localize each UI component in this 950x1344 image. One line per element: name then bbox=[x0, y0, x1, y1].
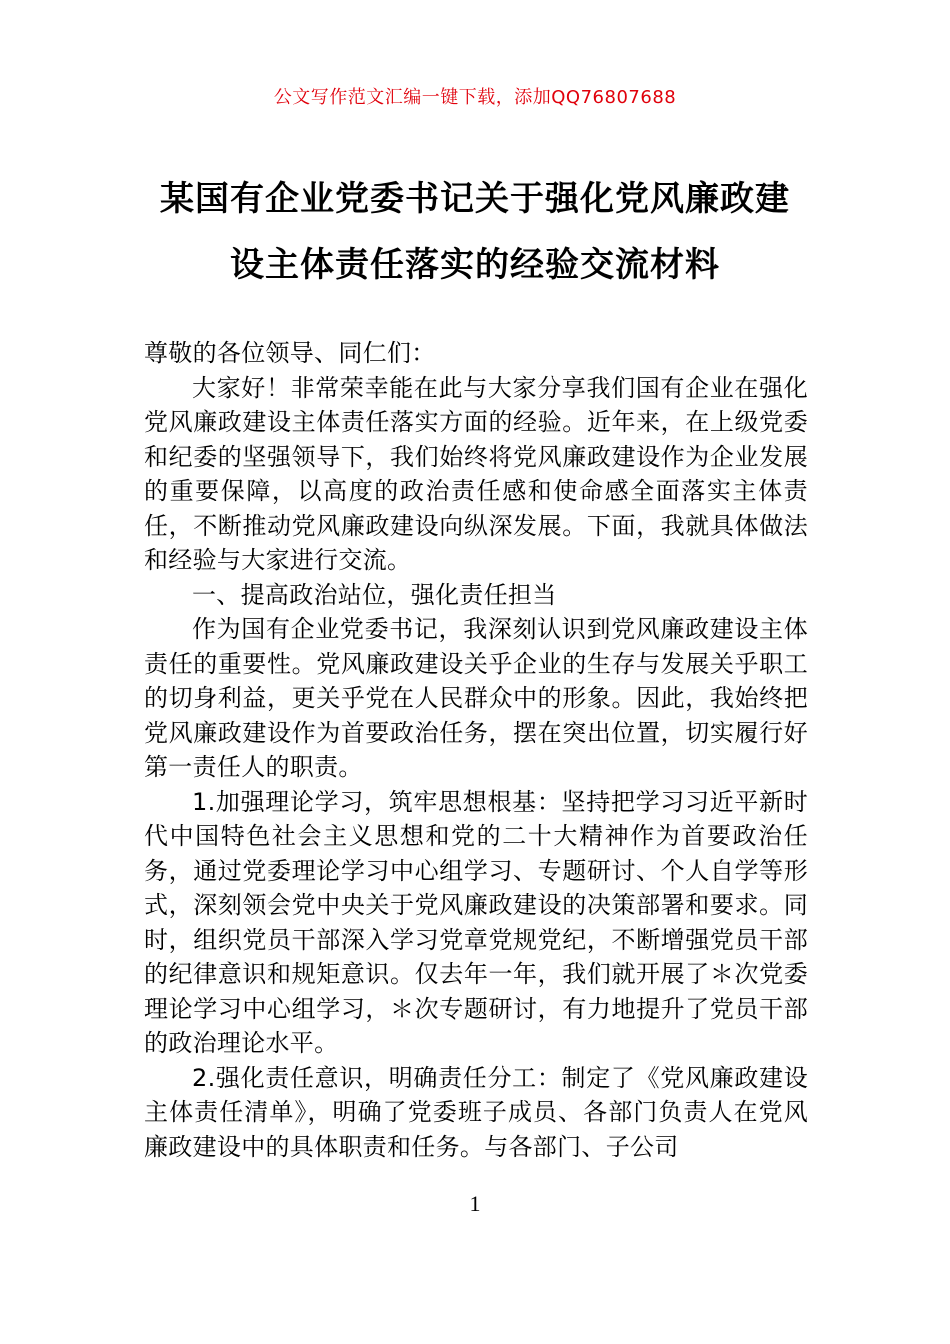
document-body bbox=[144, 336, 808, 1164]
paragraph-political-stance: 作为国有企业党委书记，我深刻认识到党风廉政建设主体责任的重要性。党风廉政建设关乎企业的生存与发展关乎职工的切身利益，更关乎党在人民群众中的形象。因此，我始终把党风廉政建设作为首要政治任务，摆在突出位置，切实履行好第一责任人的职责。 bbox=[144, 615, 808, 781]
page-number: 1 bbox=[469, 1191, 481, 1216]
document-title-line-1: 某国有企业党委书记关于强化党风廉政建 bbox=[160, 179, 790, 219]
download-notice: 公文写作范文汇编一键下载，添加QQ76807688 bbox=[273, 87, 677, 108]
paragraph-theory-study: 1.加强理论学习，筑牢思想根基：坚持把学习习近平新时代中国特色社会主义思想和党的二十大精神作为首要政治任务，通过党委理论学习中心组学习、专题研讨、个人自学等形式，深刻领会党中央关于党风廉政建设的决策部署和要求。同时，组织党员干部深入学习党章党规党纪，不断增强党员干部的纪律意识和规矩意识。仅去年一年，我们就开展了＊次党委理论学习中心组学习，＊次专题研讨，有力地提升了党员干部的政治理论水平。 bbox=[144, 787, 808, 1057]
section-heading-1: 一、提高政治站位，强化责任担当 bbox=[192, 580, 557, 609]
document-title-line-2: 设主体责任落实的经验交流材料 bbox=[230, 245, 720, 285]
paragraph-intro: 大家好！非常荣幸能在此与大家分享我们国有企业在强化党风廉政建设主体责任落实方面的经验。近年来，在上级党委和纪委的坚强领导下，我们始终将党风廉政建设作为企业发展的重要保障，以高度的政治责任感和使命感全面落实主体责任，不断推动党风廉政建设向纵深发展。下面，我就具体做法和经验与大家进行交流。 bbox=[144, 373, 808, 574]
paragraph-responsibility: 2.强化责任意识，明确责任分工：制定了《党风廉政建设主体责任清单》，明确了党委班子成员、各部门负责人在党风廉政建设中的具体职责和任务。与各部门、子公司 bbox=[144, 1063, 808, 1161]
salutation: 尊敬的各位领导、同仁们： bbox=[144, 339, 436, 367]
